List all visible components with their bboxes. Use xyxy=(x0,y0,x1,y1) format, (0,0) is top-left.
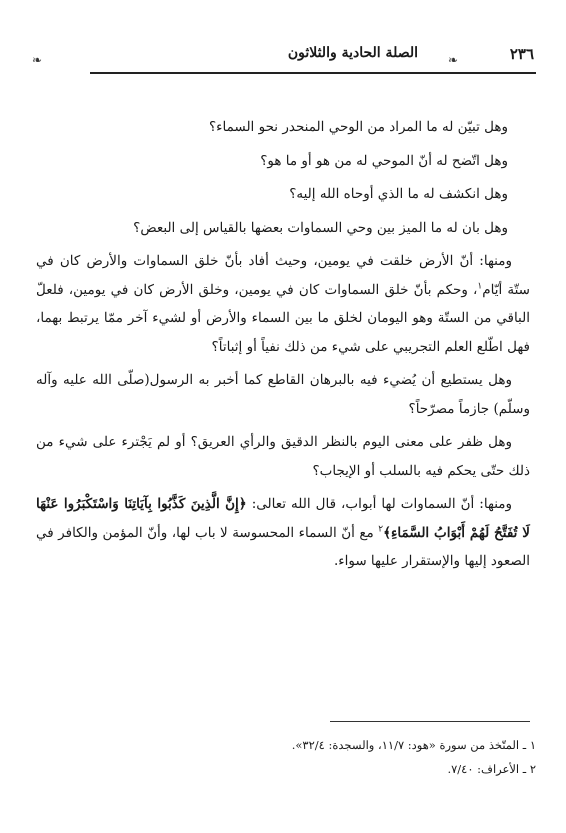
paragraph-text: ومنها: أنّ السماوات لها أبواب، قال الله تعالى: xyxy=(246,496,513,512)
footnote: ١ ـ المتّخذ من سورة «هود: ١١/٧، والسجدة: ٣٢/٤». xyxy=(291,738,536,752)
quran-verse: ﴿إِنَّ الَّذِينَ كَذَّبُوا بِآيَاتِنَا وَاسْتَكْبَرُوا عَنْهَا لَا تُفَتَّحُ لَهُمْ أَبْوَابُ السَّمَاءِ﴾ xyxy=(36,496,530,541)
ornament-icon: ❧ xyxy=(32,53,43,67)
paragraph: وهل انكشف له ما الذي أوحاه الله إليه؟ xyxy=(289,186,508,202)
paragraph-text: مع أنّ السماء المحسوسة لا باب لها، وأنّ المؤمن والكافر في الصعود إليها والإستقرار عليها سواء. xyxy=(36,524,530,569)
paragraph: وهل ظفر على معنى اليوم بالنظر الدقيق والرأي العريق؟ أو لم يَجْترء على شيء من ذلك حتّى يحكم فيه بالسلب أو الإيجاب؟ xyxy=(36,434,530,479)
paragraph xyxy=(36,490,530,576)
footnote-ref[interactable]: ١ xyxy=(477,281,483,291)
paragraph: وهل بان له ما الميز بين وحي السماوات بعضها بالقياس إلى البعض؟ xyxy=(133,219,508,236)
header-divider xyxy=(90,72,536,74)
footnote-ref[interactable]: ٢ xyxy=(378,524,384,534)
main-text xyxy=(36,113,530,581)
ornament-icon: ❧ xyxy=(447,53,458,67)
page-number: ٢٣٦ xyxy=(509,45,534,63)
footnote-divider xyxy=(330,721,530,722)
page-header xyxy=(30,45,536,75)
paragraph: وهل اتّضح له أنّ الموحي له من هو أو ما هو؟ xyxy=(260,152,508,169)
paragraph: وهل يستطيع أن يُضيء فيه بالبرهان القاطع كما أخبر به الرسول(صلّى الله عليه وآله وسلّم) جازماً مصرّحاً؟ xyxy=(36,372,530,417)
chapter-title: الصلة الحادية والثلاثون xyxy=(287,45,418,61)
paragraph xyxy=(36,247,530,361)
paragraph: وهل تبيّن له ما المراد من الوحي المنحدر نحو السماء؟ xyxy=(208,119,508,135)
footnote: ٢ ـ الأعراف: ٧/٤٠. xyxy=(447,762,536,776)
footnotes xyxy=(36,733,536,781)
paragraph-text: ومنها: أنّ الأرض خلقت في يومين، وحيث أفاد بأنّ خلق السماوات والأرض كان في ستّة أيّام xyxy=(36,253,530,298)
paragraph-text: ، وحكم بأنّ خلق السماوات كان في يومين، وخلق الأرض كان في يومين، فلعلّ الباقي من الستّة وهو اليومان لخلق ما بين السماء والأرض أو لشيء آخر ممّا يرتبط بهما، فهل اطّلع العلم التجريبي على شيء من ذلك نفياً أو إثباتاً؟ xyxy=(36,281,530,355)
